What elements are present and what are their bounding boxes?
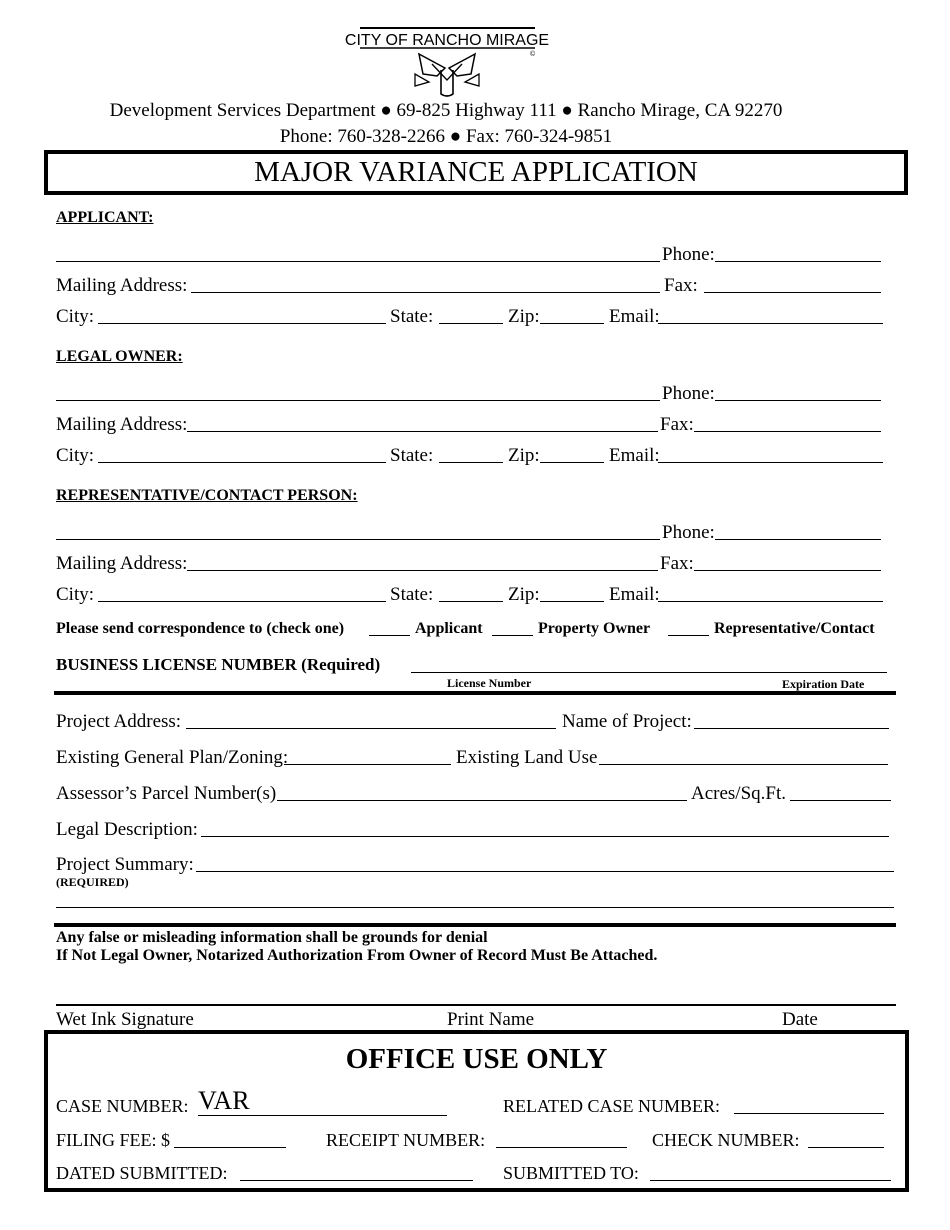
- owner-name-field[interactable]: [56, 400, 660, 401]
- apn-label: Assessor’s Parcel Number(s): [56, 783, 277, 804]
- zoning-label: Existing General Plan/Zoning:: [56, 747, 289, 768]
- rep-state-label: State:: [390, 584, 434, 605]
- correspondence-prompt: Please send correspondence to (check one): [56, 620, 345, 637]
- owner-phone-field[interactable]: [715, 400, 881, 401]
- rep-state-field[interactable]: [439, 601, 503, 602]
- project-name-field[interactable]: [694, 728, 889, 729]
- owner-zip-field[interactable]: [540, 462, 604, 463]
- owner-phone-label: Phone:: [662, 383, 715, 404]
- option-applicant-label: Applicant: [415, 620, 483, 637]
- applicant-email-label: Email:: [609, 306, 660, 327]
- business-license-label: BUSINESS LICENSE NUMBER (Required): [56, 655, 381, 674]
- department-contact: Phone: 760-328-2266 ● Fax: 760-324-9851: [279, 126, 613, 147]
- rep-zip-label: Zip:: [508, 584, 540, 605]
- filing-fee-label: FILING FEE: $: [56, 1130, 170, 1150]
- case-prefix: VAR: [198, 1086, 250, 1115]
- applicant-zip-field[interactable]: [540, 323, 604, 324]
- check-number-label: CHECK NUMBER:: [652, 1130, 800, 1150]
- receipt-number-label: RECEIPT NUMBER:: [326, 1130, 486, 1150]
- applicant-state-label: State:: [390, 306, 434, 327]
- rep-email-field[interactable]: [658, 601, 883, 602]
- applicant-address-field[interactable]: [191, 292, 660, 293]
- section-representative: REPRESENTATIVE/CONTACT PERSON:: [56, 487, 358, 504]
- applicant-fax-label: Fax:: [664, 275, 698, 296]
- applicant-fax-field[interactable]: [704, 292, 881, 293]
- check-representative[interactable]: [668, 635, 709, 636]
- owner-city-label: City:: [56, 445, 95, 466]
- applicant-email-field[interactable]: [658, 323, 883, 324]
- section-legal-owner: LEGAL OWNER:: [56, 348, 183, 365]
- rep-address-field[interactable]: [187, 570, 658, 571]
- rep-email-label: Email:: [609, 584, 660, 605]
- zoning-field[interactable]: [284, 764, 451, 765]
- check-applicant[interactable]: [369, 635, 410, 636]
- summary-required-note: (REQUIRED): [56, 875, 129, 889]
- legal-description-field[interactable]: [201, 836, 889, 837]
- land-use-field[interactable]: [599, 764, 888, 765]
- notice-line-2: If Not Legal Owner, Notarized Authorization From Owner of Record Must Be Attached.: [56, 947, 658, 964]
- land-use-label: Existing Land Use: [456, 747, 598, 768]
- dated-submitted-label: DATED SUBMITTED:: [56, 1163, 228, 1183]
- filing-fee-field[interactable]: [174, 1147, 286, 1148]
- svg-text:©: ©: [530, 51, 536, 58]
- signature-line[interactable]: [56, 1004, 896, 1006]
- rep-name-field[interactable]: [56, 539, 660, 540]
- check-number-field[interactable]: [808, 1147, 884, 1148]
- rep-phone-field[interactable]: [715, 539, 881, 540]
- rep-address-label: Mailing Address:: [56, 553, 188, 574]
- owner-zip-label: Zip:: [508, 445, 540, 466]
- legal-description-label: Legal Description:: [56, 819, 198, 840]
- related-case-field[interactable]: [734, 1113, 884, 1114]
- business-license-field[interactable]: [411, 672, 887, 673]
- acres-label: Acres/Sq.Ft.: [691, 783, 786, 804]
- applicant-zip-label: Zip:: [508, 306, 540, 327]
- city-logo: [344, 24, 550, 100]
- rep-fax-field[interactable]: [694, 570, 881, 571]
- owner-fax-label: Fax:: [660, 414, 694, 435]
- project-summary-field[interactable]: [196, 871, 894, 872]
- print-name-label: Print Name: [447, 1009, 535, 1030]
- logo-text: CITY OF RANCHO MIRAGE: [344, 32, 550, 49]
- case-number-label: CASE NUMBER:: [56, 1096, 189, 1116]
- department-address: Development Services Department ● 69-825 Highway 111 ● Rancho Mirage, CA 92270: [109, 100, 783, 121]
- option-rep-label: Representative/Contact: [714, 620, 875, 637]
- rep-phone-label: Phone:: [662, 522, 715, 543]
- receipt-number-field[interactable]: [496, 1147, 627, 1148]
- form-title: MAJOR VARIANCE APPLICATION: [44, 150, 908, 195]
- office-use-title: OFFICE USE ONLY: [345, 1043, 608, 1075]
- owner-state-field[interactable]: [439, 462, 503, 463]
- rep-city-field[interactable]: [98, 601, 386, 602]
- owner-email-field[interactable]: [658, 462, 883, 463]
- apn-field[interactable]: [277, 800, 687, 801]
- applicant-city-label: City:: [56, 306, 95, 327]
- applicant-state-field[interactable]: [439, 323, 503, 324]
- applicant-phone-label: Phone:: [662, 244, 715, 265]
- applicant-name-field[interactable]: [56, 261, 660, 262]
- license-number-caption: License Number: [447, 676, 532, 690]
- owner-city-field[interactable]: [98, 462, 386, 463]
- rep-zip-field[interactable]: [540, 601, 604, 602]
- applicant-city-field[interactable]: [98, 323, 386, 324]
- related-case-label: RELATED CASE NUMBER:: [503, 1096, 721, 1116]
- applicant-address-label: Mailing Address:: [56, 275, 188, 296]
- case-number-field[interactable]: [198, 1115, 447, 1116]
- dated-submitted-field[interactable]: [240, 1180, 473, 1181]
- signature-label: Wet Ink Signature: [56, 1009, 194, 1030]
- acres-field[interactable]: [790, 800, 891, 801]
- option-owner-label: Property Owner: [538, 620, 651, 637]
- project-summary-field-line2[interactable]: [56, 907, 894, 908]
- notice-line-1: Any false or misleading information shall be grounds for denial: [56, 929, 488, 946]
- owner-email-label: Email:: [609, 445, 660, 466]
- owner-address-field[interactable]: [187, 431, 658, 432]
- submitted-to-field[interactable]: [650, 1180, 891, 1181]
- notice-divider: [54, 923, 896, 927]
- check-property-owner[interactable]: [492, 635, 533, 636]
- owner-state-label: State:: [390, 445, 434, 466]
- applicant-phone-field[interactable]: [715, 261, 881, 262]
- submitted-to-label: SUBMITTED TO:: [503, 1163, 639, 1183]
- section-applicant: APPLICANT:: [56, 209, 154, 226]
- section-divider: [54, 691, 896, 695]
- owner-fax-field[interactable]: [694, 431, 881, 432]
- rep-city-label: City:: [56, 584, 95, 605]
- project-summary-label: Project Summary:: [56, 854, 194, 875]
- owner-address-label: Mailing Address:: [56, 414, 188, 435]
- rep-fax-label: Fax:: [660, 553, 694, 574]
- expiration-date-caption: Expiration Date: [782, 677, 865, 691]
- project-address-field[interactable]: [186, 728, 556, 729]
- project-name-label: Name of Project:: [562, 711, 692, 732]
- date-label: Date: [782, 1009, 818, 1030]
- project-address-label: Project Address:: [56, 711, 182, 732]
